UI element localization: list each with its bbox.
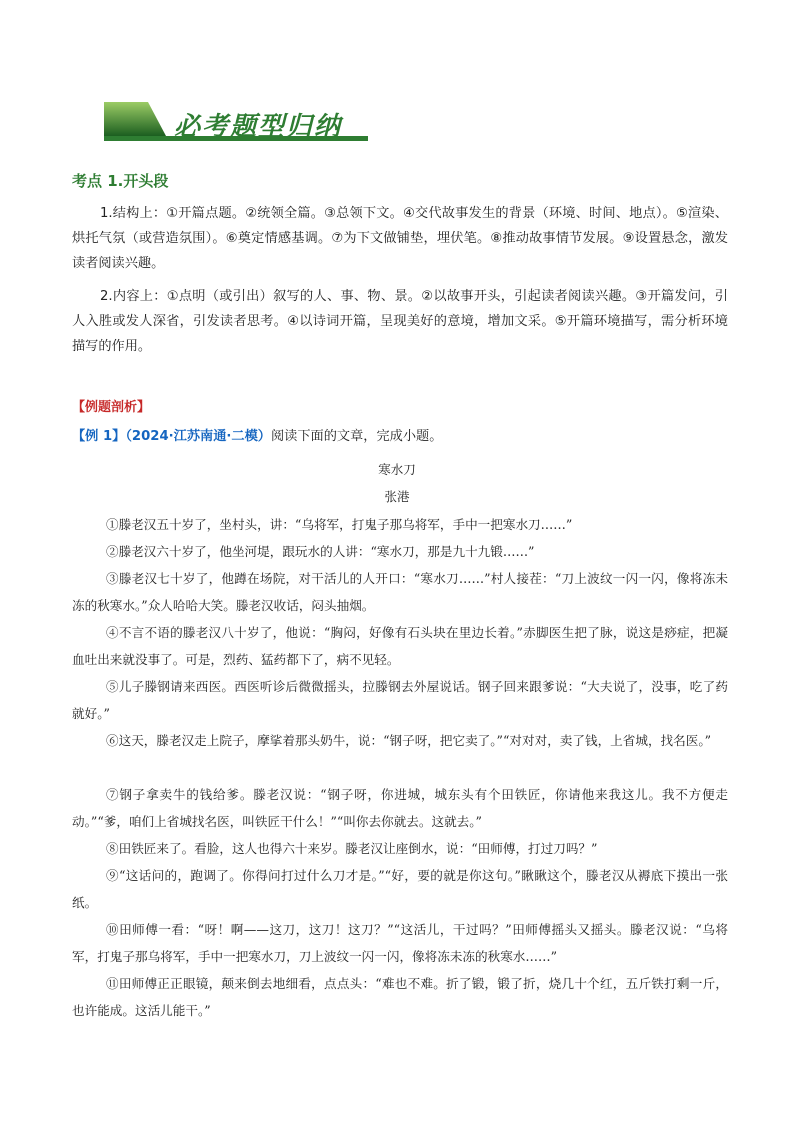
point-content: 2.内容上：①点明（或引出）叙写的人、事、物、景。②以故事开头，引起读者阅读兴趣。③开篇发问，引人入胜或发人深省，引发读者思考。④以诗词开篇，呈现美好的意境，增加文采。⑤开篇环境描写，需分析环境描写的作用。 — [72, 289, 728, 354]
example-source: （2024·江苏南通·二模） — [125, 429, 271, 444]
story-paragraph: ②滕老汉六十岁了，他坐河堤，跟玩水的人讲：“寒水刀，那是九十九锻……” — [106, 544, 535, 559]
story-paragraph: ⑪田师傅正正眼镜，颠来倒去地细看，点点头：“难也不难。折了锻，锻了折，烧几十个红，五斤铁打剩一斤，也许能成。这活儿能干。” — [72, 976, 728, 1018]
story-paragraph: ⑨“这话问的，跑调了。你得问打过什么刀才是。”“好，要的就是你这句。”瞅瞅这个，滕老汉从褥底下摸出一张纸。 — [72, 868, 728, 910]
analysis-label: 【例题剖析】 — [72, 400, 151, 415]
story-paragraph: ⑧田铁匠来了。看脸，这人也得六十来岁。滕老汉让座倒水，说：“田师傅，打过刀吗？” — [106, 841, 598, 856]
story-paragraph: ⑥这天，滕老汉走上院子，摩挲着那头奶牛，说：“钢子呀，把它卖了。”“对对对，卖了钱，上省城，找名医。” — [106, 733, 712, 748]
story-paragraph: ③滕老汉七十岁了，他蹲在场院，对干活儿的人开口：“寒水刀……”村人接茬：“刀上波纹一闪一闪，像将冻未冻的秋寒水。”众人哈哈大笑。滕老汉收话，闷头抽烟。 — [72, 571, 728, 613]
example-tag: 【例 1】 — [72, 429, 126, 444]
story-paragraph: ⑦钢子拿卖牛的钱给爹。滕老汉说：“钢子呀，你进城，城东头有个田铁匠，你请他来我这儿。我不方便走动。”“爹，咱们上省城找名医，叫铁匠干什么！”“叫你去你就去。这就去。” — [72, 787, 728, 829]
story-paragraph: ①滕老汉五十岁了，坐村头，讲：“乌将军，打鬼子那乌将军，手中一把寒水刀……” — [106, 517, 573, 532]
section-title: 考点 1.开头段 — [72, 172, 169, 190]
story-paragraph: ④不言不语的滕老汉八十岁了，他说：“胸闷，好像有石头块在里边长着。”赤脚医生把了脉，说这是痧症，把凝血吐出来就没事了。可是，烈药、猛药都下了，病不见轻。 — [72, 625, 728, 667]
article-title: 寒水刀 — [378, 462, 416, 477]
example-instruction: 阅读下面的文章，完成小题。 — [270, 429, 443, 444]
section-banner — [104, 102, 368, 144]
banner-title: 必考题型归纳 — [174, 112, 343, 142]
point-structure: 1.结构上：①开篇点题。②统领全篇。③总领下文。④交代故事发生的背景（环境、时间、地点）。⑤渲染、烘托气氛（或营造氛围）。⑥奠定情感基调。⑦为下文做铺垫，埋伏笔。⑧推动故事情节发展。⑨设置悬念，激发读者阅读兴趣。 — [72, 206, 728, 271]
story-paragraph: ⑩田师傅一看：“呀！啊——这刀，这刀！这刀？”“这活儿，干过吗？”田师傅摇头又摇头。滕老汉说：“乌将军，打鬼子那乌将军，手中一把寒水刀，刀上波纹一闪一闪，像将冻未冻的秋寒水……” — [72, 922, 728, 964]
example-heading — [72, 425, 442, 444]
story-paragraph: ⑤儿子滕钢请来西医。西医听诊后微微摇头，拉滕钢去外屋说话。钢子回来跟爹说：“大夫说了，没事，吃了药就好。” — [72, 679, 728, 721]
article-author: 张港 — [384, 489, 410, 504]
